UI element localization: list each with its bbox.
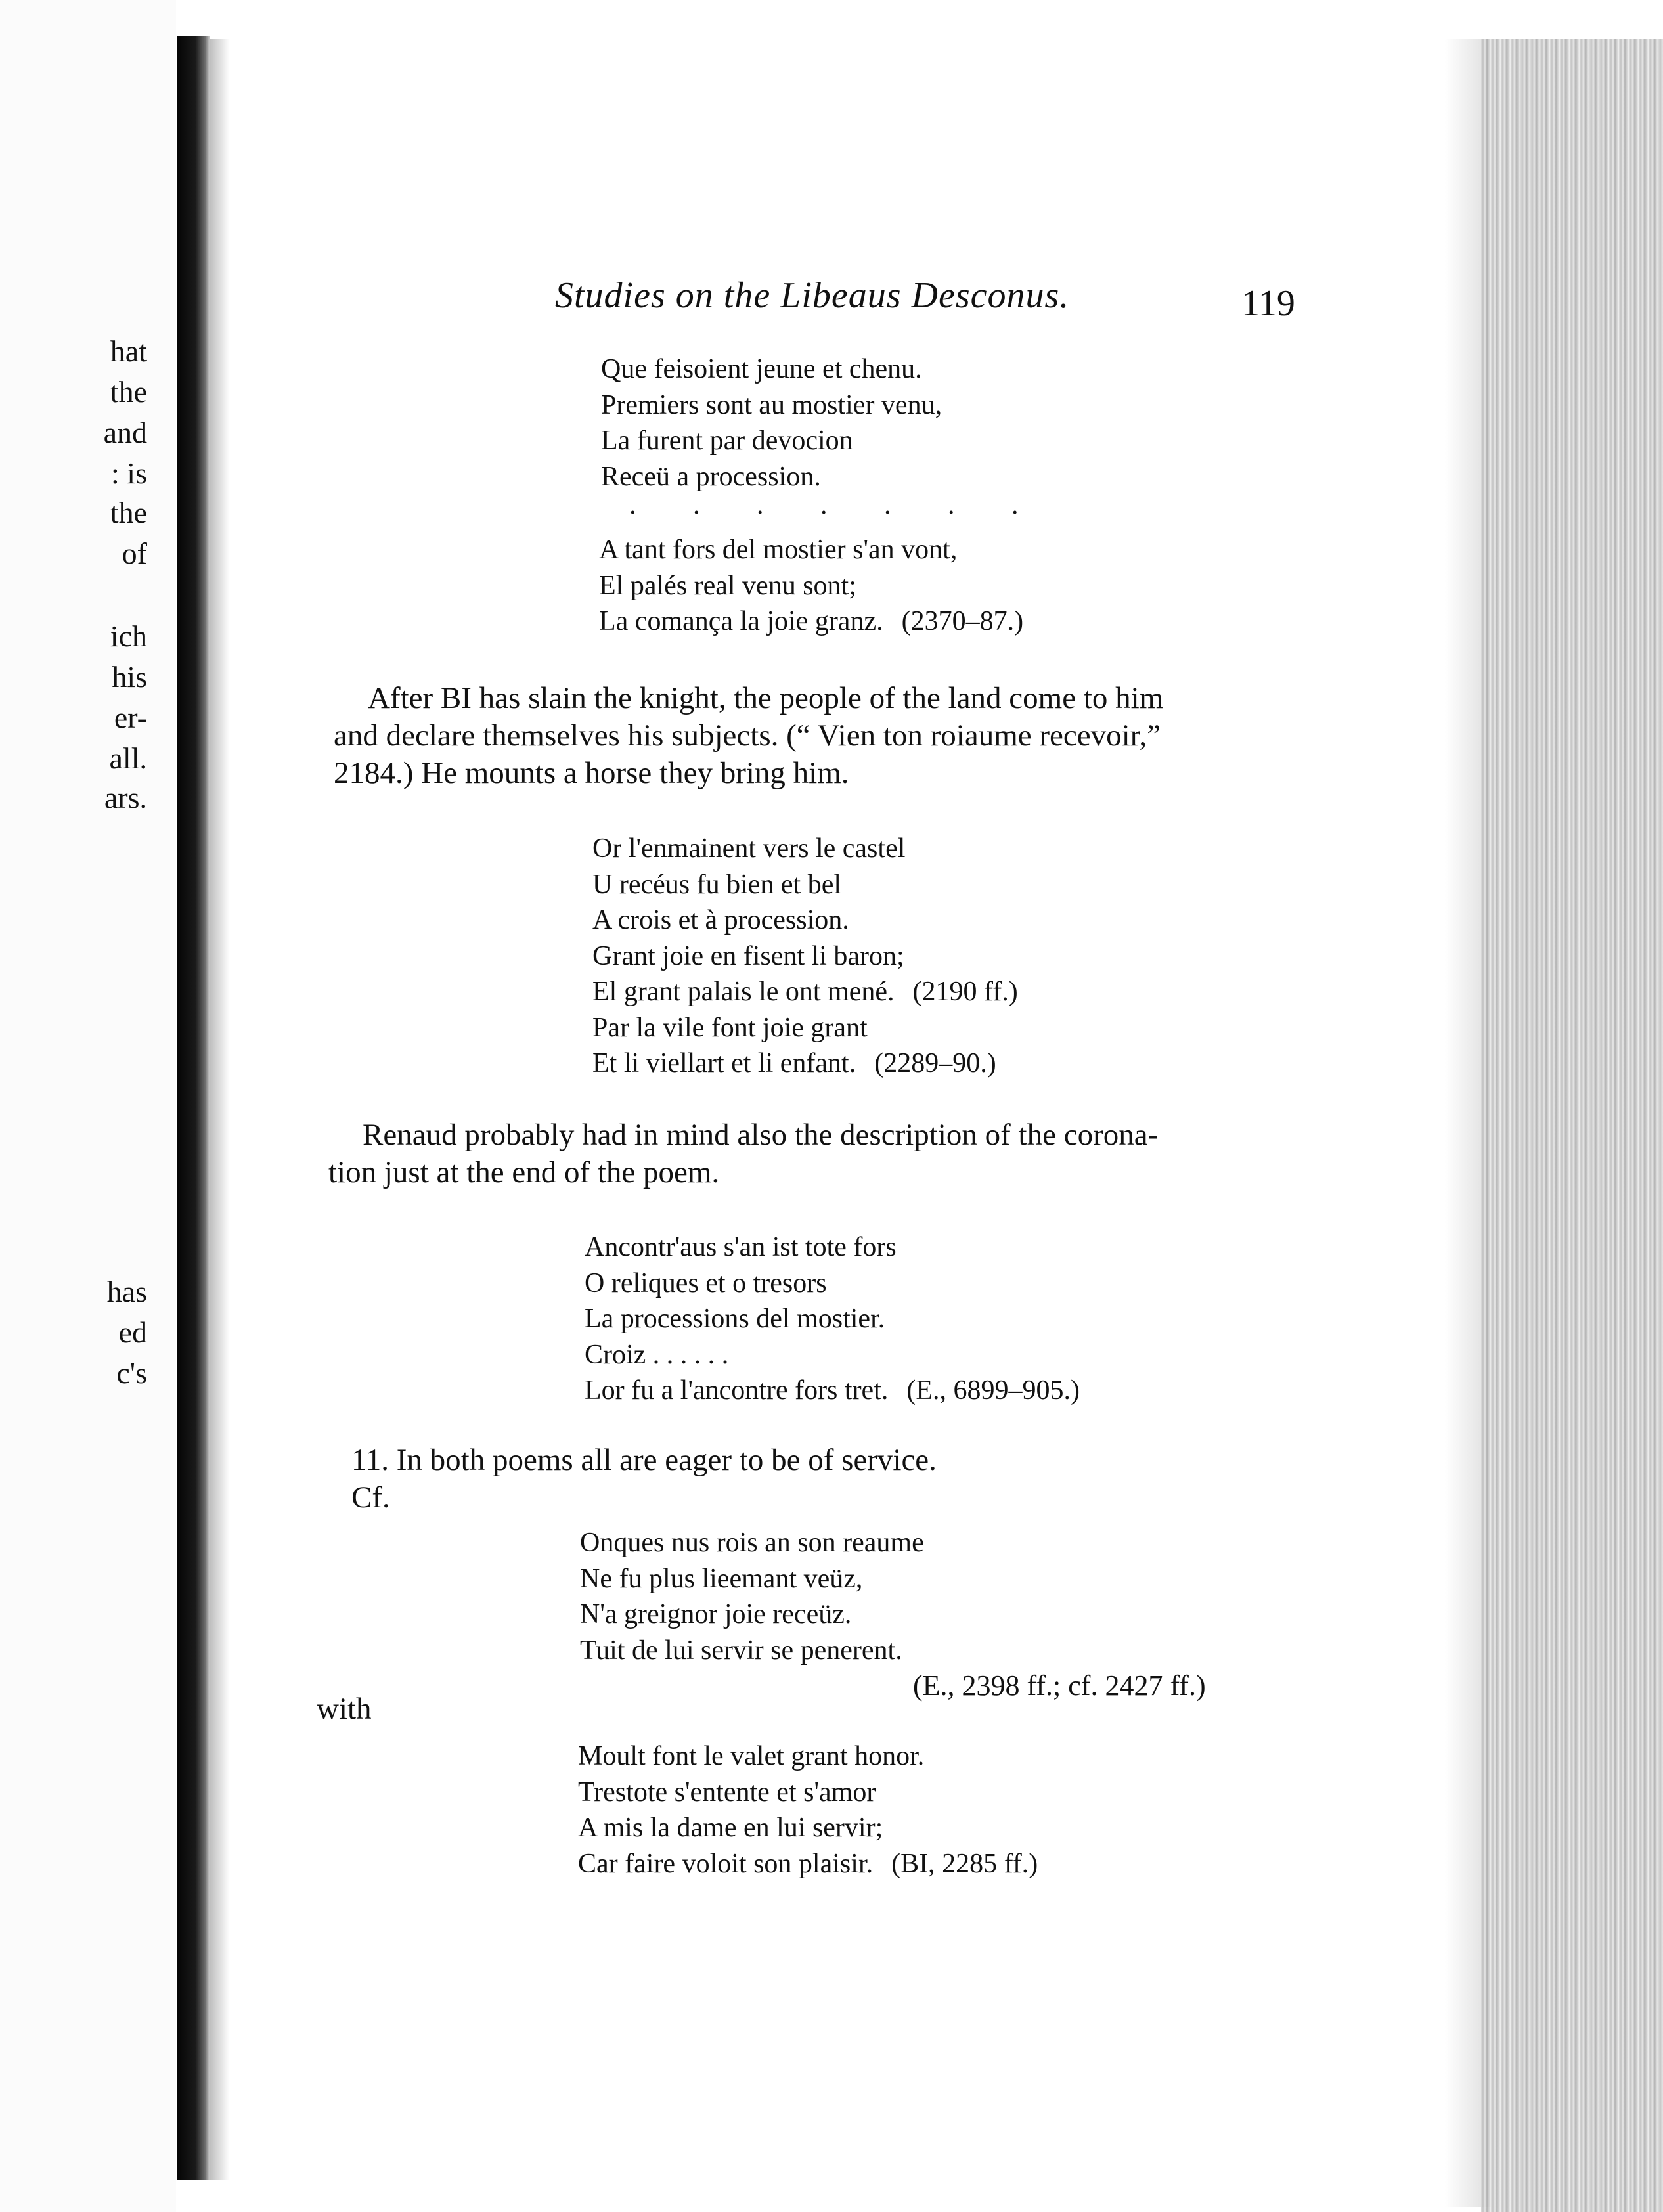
running-head: Studies on the Libeaus Desconus. — [555, 275, 1070, 316]
verse-line: Premiers sont au mostier venu, — [601, 389, 942, 420]
facing-page-fragment: all. — [109, 741, 147, 775]
verse-4-citation: (E., 2398 ff.; cf. 2427 ff.) — [913, 1670, 1206, 1702]
line-citation: (2289–90.) — [874, 1048, 996, 1078]
verse-block-4 — [580, 1525, 924, 1668]
page-edges — [1481, 39, 1663, 2212]
verse-line: Onques nus rois an son reaume — [580, 1528, 924, 1558]
paragraph-line: Renaud probably had in mind also the description of the corona- — [363, 1118, 1159, 1152]
verse-line: A mis la dame en lui servir; — [578, 1813, 883, 1843]
verse-line: A crois et à procession. — [592, 905, 849, 935]
verse-line — [578, 1846, 1038, 1882]
facing-page-fragment: ich — [110, 619, 147, 653]
verse-line — [585, 1373, 1080, 1409]
verse-line: Que feisoient jeune et chenu. — [601, 354, 922, 384]
verse-line: Par la vile font joie grant — [592, 1012, 868, 1043]
verse-ellipsis: . . . . . . . — [629, 490, 1044, 520]
line-citation: (2370–87.) — [901, 606, 1024, 636]
line-citation: (2190 ff.) — [912, 977, 1018, 1007]
paragraph-line: 2184.) He mounts a horse they bring him. — [334, 756, 849, 790]
verse-line-text: Lor fu a l'ancontre fors tret. — [585, 1375, 889, 1405]
verse-line — [599, 604, 1023, 640]
verse-line-text: Et li viellart et li enfant. — [592, 1048, 856, 1078]
section-number: 11. — [351, 1443, 389, 1477]
verse-block-1b — [599, 532, 1023, 640]
verse-line: La furent par devocion — [601, 426, 853, 456]
facing-page-fragment: hat — [110, 334, 147, 368]
verse-line: Trestote s'entente et s'amor — [578, 1777, 876, 1807]
verse-line: Or l'enmainent vers le castel — [592, 833, 906, 864]
facing-page-fragment: has — [106, 1275, 147, 1308]
verse-line: Croiz . . . . . . — [585, 1339, 729, 1370]
verse-line: A tant fors del mostier s'an vont, — [599, 535, 958, 565]
facing-page-fragment: ed — [118, 1316, 147, 1349]
line-citation: (BI, 2285 ff.) — [891, 1848, 1038, 1879]
verse-line: Grant joie en fisent li baron; — [592, 940, 904, 971]
verse-line: El palés real venu sont; — [599, 570, 856, 601]
verse-line — [592, 974, 1018, 1010]
verse-block-3 — [585, 1229, 1080, 1409]
verse-line-text: El grant palais le ont mené. — [592, 977, 895, 1007]
facing-page-fragment: of — [122, 537, 147, 570]
line-citation: (E., 6899–905.) — [906, 1375, 1080, 1405]
verse-block-1 — [601, 351, 942, 495]
section-11 — [351, 1442, 937, 1516]
verse-line: Moult font le valet grant honor. — [578, 1741, 925, 1771]
verse-line: La processions del mostier. — [585, 1304, 885, 1334]
verse-line-text: La comança la joie granz. — [599, 606, 883, 636]
verse-line: U recéus fu bien et bel — [592, 869, 842, 900]
facing-page-fragment: ars. — [104, 781, 147, 814]
verse-line: Ancontr'aus s'an ist tote fors — [585, 1232, 897, 1262]
verse-block-2 — [592, 831, 1018, 1082]
section-text: In both poems all are eager to be of service. — [396, 1443, 937, 1477]
verse-line: Tuit de lui servir se penerent. — [580, 1635, 902, 1666]
facing-page-fragment: the — [110, 375, 147, 409]
facing-page-fragment: : is — [111, 456, 147, 490]
gutter-shadow — [210, 39, 230, 2180]
with-label: with — [317, 1692, 372, 1726]
paragraph-line: and declare themselves his subjects. (“ Vien ton roiaume recevoir,” — [334, 719, 1161, 753]
facing-page-fragment: and — [103, 416, 147, 449]
paragraph-line: tion just at the end of the poem. — [328, 1155, 720, 1189]
facing-page-fragment: the — [110, 496, 147, 529]
paragraph-1 — [334, 680, 1163, 792]
verse-block-5 — [578, 1738, 1038, 1882]
facing-page-fragment: er- — [114, 701, 147, 734]
verse-line: N'a greignor joie receüz. — [580, 1599, 852, 1629]
verse-line — [592, 1046, 1018, 1082]
cf-label: Cf. — [351, 1480, 390, 1515]
paragraph-2 — [328, 1117, 1158, 1191]
facing-page-fragment: his — [112, 660, 147, 694]
verse-line-text: Car faire voloit son plaisir. — [578, 1848, 874, 1879]
verse-line: Ne fu plus lieemant veüz, — [580, 1563, 863, 1594]
page-number: 119 — [1241, 283, 1295, 324]
facing-page-edge — [0, 0, 176, 2212]
book-gutter — [177, 36, 210, 2180]
verse-line: O reliques et o tresors — [585, 1268, 827, 1298]
verse-line: Receü a procession. — [601, 461, 821, 492]
paragraph-line: After BI has slain the knight, the people of the land come to him — [368, 681, 1164, 715]
facing-page-fragment: c's — [116, 1356, 147, 1390]
